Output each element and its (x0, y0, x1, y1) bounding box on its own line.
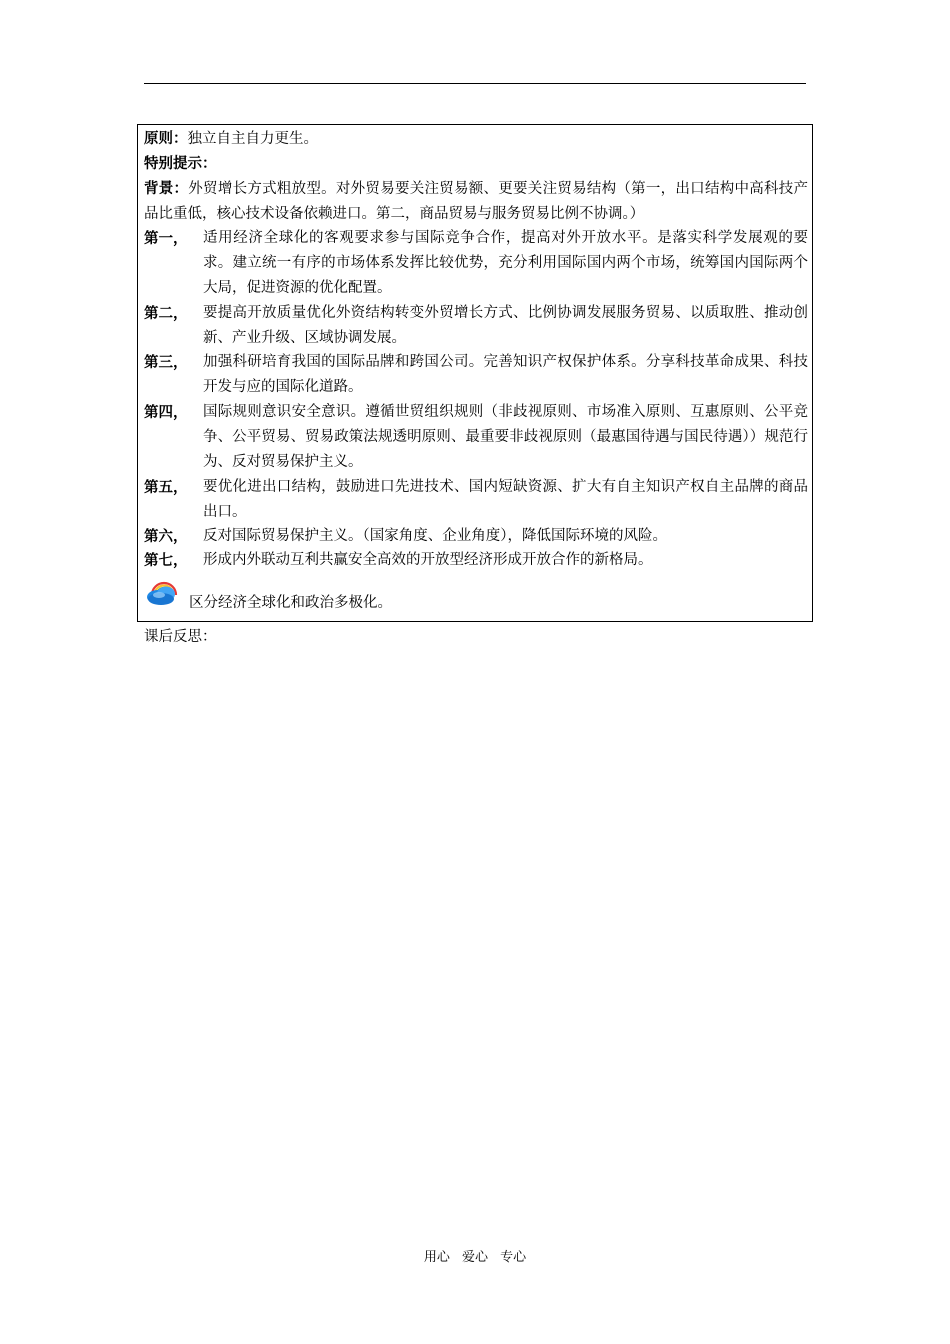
item-label-1: 第一， (144, 230, 188, 247)
special-hint-label: 特别提示： (144, 155, 217, 172)
page-footer: 用心 爱心 专心 (423, 1250, 527, 1265)
header-rule (144, 83, 806, 84)
cloud-rainbow-icon (144, 573, 182, 609)
background-paragraph (144, 176, 808, 227)
item-text-5: 要优化进出口结构，鼓励进口先进技术、国内短缺资源、扩大有自主知识产权自主品牌的商品出口。 (203, 479, 808, 520)
item-label-4: 第四， (144, 404, 188, 421)
item-label-2: 第二， (144, 305, 188, 322)
item-text-6: 反对国际贸易保护主义。（国家角度、企业角度），降低国际环境的风险。 (203, 528, 667, 544)
principle-label: 原则： (144, 130, 188, 147)
reflection-label: 课后反思： (144, 629, 217, 645)
item-label-5: 第五， (144, 479, 188, 496)
item-label-6: 第六， (144, 528, 188, 545)
item-text-1: 适用经济全球化的客观要求参与国际竞争合作，提高对外开放水平。是落实科学发展观的要求。建立统一有序的市场体系发挥比较优势，充分利用国际国内两个市场，统筹国内国际两个大局，促进资源的优化配置。 (203, 230, 808, 296)
background-text: 外贸增长方式粗放型。对外贸易要关注贸易额、更要关注贸易结构（第一，出口结构中高科技产品比重低，核心技术设备依赖进口。第二，商品贸易与服务贸易比例不协调。） (144, 181, 809, 222)
item-label-3: 第三， (144, 354, 188, 371)
item-text-4: 国际规则意识安全意识。遵循世贸组织规则（非歧视原则、市场准入原则、互惠原则、公平竞争、公平贸易、贸易政策法规透明原则、最重要非歧视原则（最惠国待遇与国民待遇））规范行为、反对贸易保护主义。 (203, 404, 808, 470)
principle-text: 独立自主自力更生。 (187, 131, 318, 147)
item-text-2: 要提高开放质量优化外资结构转变外贸增长方式、比例协调发展服务贸易、以质取胜、推动创新、产业升级、区域协调发展。 (203, 305, 808, 346)
item-text-3: 加强科研培育我国的国际品牌和跨国公司。完善知识产权保护体系。分享科技革命成果、科技开发与应的国际化道路。 (203, 354, 808, 395)
item-label-7: 第七， (144, 552, 188, 569)
item-text-7: 形成内外联动互利共赢安全高效的开放型经济形成开放合作的新格局。 (203, 552, 653, 568)
note-text: 区分经济全球化和政治多极化。 (189, 595, 392, 611)
background-label: 背景： (144, 180, 189, 197)
principle-line (144, 126, 318, 152)
